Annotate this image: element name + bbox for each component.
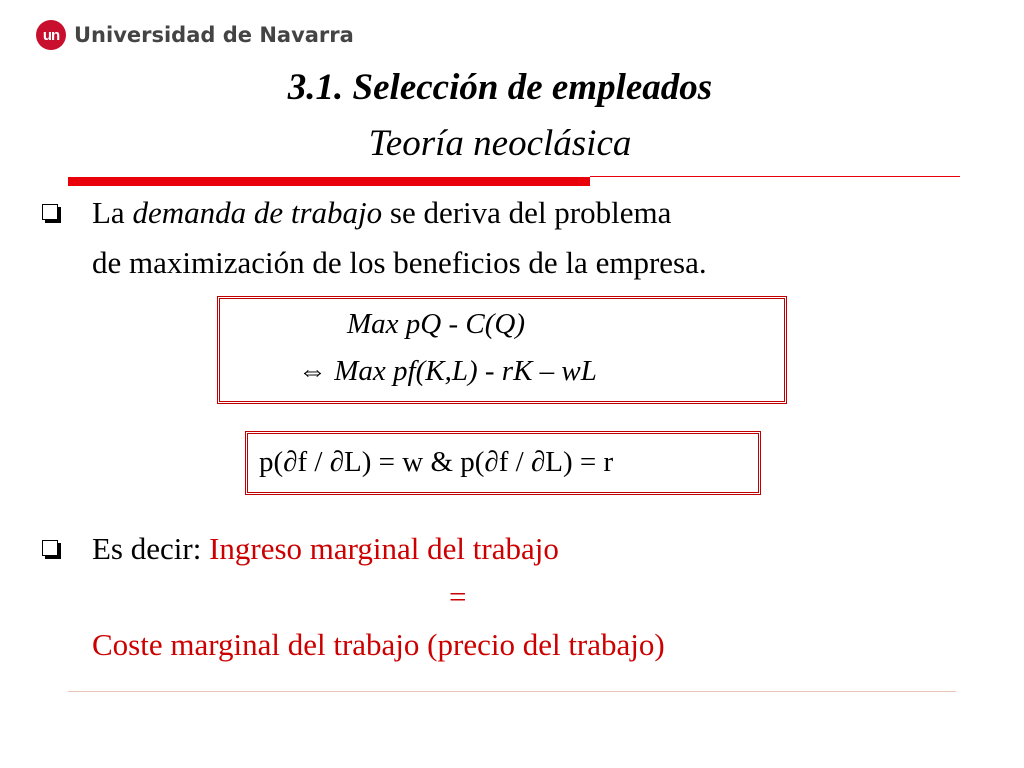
title-rule-thick bbox=[68, 177, 590, 186]
footer-rule bbox=[68, 691, 956, 692]
bullet1-italic: demanda de trabajo bbox=[132, 195, 383, 230]
title-rule-thin bbox=[590, 176, 960, 177]
box1-line1: Max pQ - C(Q) bbox=[347, 308, 525, 340]
bullet1-line1 bbox=[92, 190, 671, 236]
bullet2-line1 bbox=[92, 526, 559, 572]
bullet2-red-line3: Coste marginal del trabajo (precio del trabajo) bbox=[92, 627, 665, 662]
university-logo bbox=[36, 18, 354, 52]
bullet2-equals: = bbox=[449, 579, 467, 614]
slide-title: 3.1. Selección de empleados bbox=[287, 67, 713, 108]
logo-mark: un bbox=[36, 20, 66, 50]
box1-line2: ⇔ Max pf(K,L) - rK – wL bbox=[298, 355, 597, 387]
checkbox-bullet-icon bbox=[42, 540, 58, 556]
box2-equation: p(∂f / ∂L) = w & p(∂f / ∂L) = r bbox=[259, 446, 614, 478]
logo-text: Universidad de Navarra bbox=[74, 23, 354, 47]
bullet1-text-a: La bbox=[92, 195, 133, 230]
slide-subtitle: Teoría neoclásica bbox=[368, 123, 632, 164]
checkbox-bullet-icon bbox=[42, 204, 58, 220]
bullet1-line2: de maximización de los beneficios de la empresa. bbox=[92, 245, 707, 280]
bullet2-red-line1: Ingreso marginal del trabajo bbox=[209, 531, 559, 566]
bullet1-text-b: se deriva del problema bbox=[382, 195, 672, 230]
bullet2-lead: Es decir: bbox=[92, 531, 210, 566]
